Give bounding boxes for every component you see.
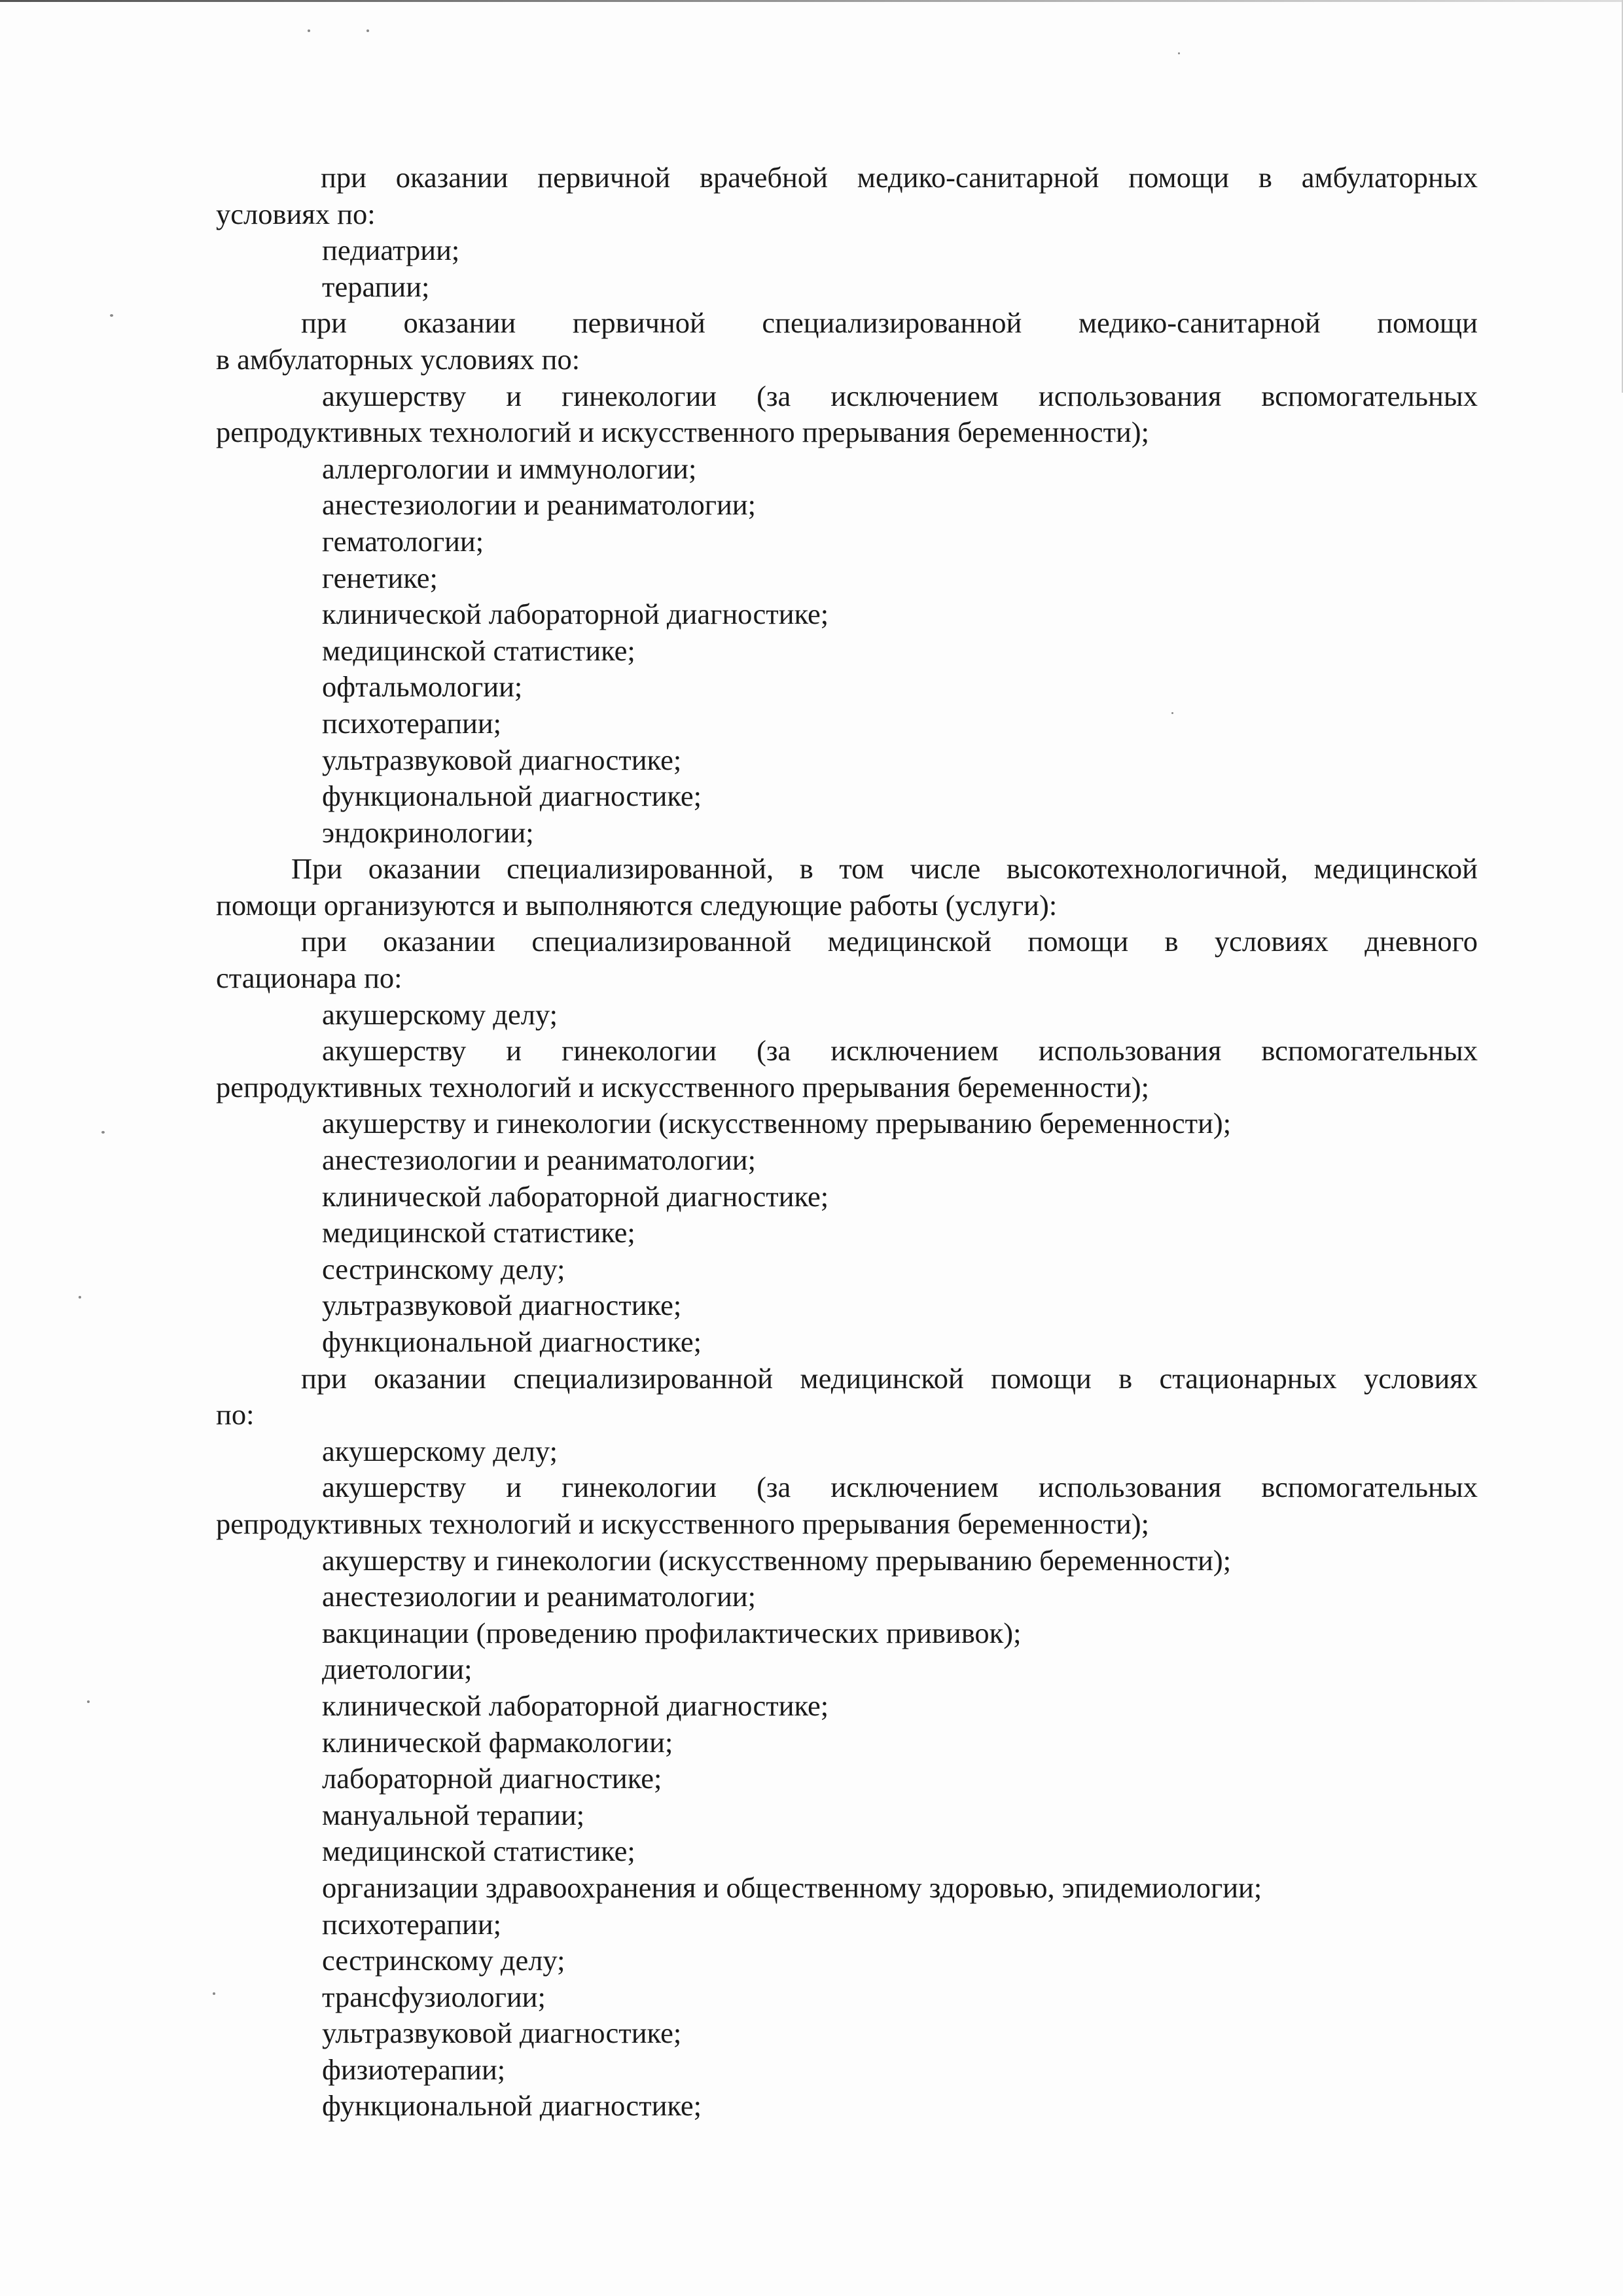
list-item: акушерству и гинекологии (за исключением использования вспомогательных: [322, 379, 1478, 412]
list-item-continuation: репродуктивных технологий и искусственного прерывания беременности);: [216, 1070, 1149, 1103]
list-item: трансфузиологии;: [322, 1980, 546, 2013]
list-item: анестезиологии и реаниматологии;: [322, 1143, 756, 1177]
paragraph-line: помощи организуются и выполняются следующие работы (услуги):: [216, 888, 1058, 922]
list-item: физиотерапии;: [322, 2053, 506, 2086]
list-item: акушерству и гинекологии (за исключением использования вспомогательных: [322, 1034, 1478, 1067]
list-item: генетике;: [322, 561, 438, 594]
paragraph-line: при оказании специализированной медицинской помощи в условиях дневного: [301, 925, 1478, 958]
list-item: акушерству и гинекологии (искусственному прерыванию беременности);: [322, 1107, 1232, 1140]
scan-speck: [213, 1992, 215, 1995]
list-item: анестезиологии и реаниматологии;: [322, 488, 756, 522]
list-item: функциональной диагностике;: [322, 780, 702, 813]
paragraph-line: условиях по:: [216, 197, 376, 230]
list-item: вакцинации (проведению профилактических прививок);: [322, 1616, 1022, 1649]
list-item: сестринскому делу;: [322, 1944, 565, 1977]
list-item: акушерскому делу;: [322, 997, 558, 1031]
list-item: акушерскому делу;: [322, 1434, 558, 1467]
paragraph-line: стационара по:: [216, 961, 402, 995]
list-item: ультразвуковой диагностике;: [322, 1289, 682, 1322]
list-item: педиатрии;: [322, 234, 460, 267]
list-item: медицинской статистике;: [322, 1835, 635, 1868]
list-item: аллергологии и иммунологии;: [322, 452, 697, 485]
list-item: организации здравоохранения и общественному здоровью, эпидемиологии;: [322, 1871, 1262, 1904]
scan-speck: [1178, 52, 1180, 54]
list-item: клинической лабораторной диагностике;: [322, 1689, 829, 1722]
list-item: акушерству и гинекологии (за исключением использования вспомогательных: [322, 1471, 1478, 1504]
scan-speck: [87, 1700, 90, 1703]
document-body: [216, 160, 1478, 2125]
scan-speck: [110, 314, 113, 317]
list-item: мануальной терапии;: [322, 1798, 585, 1831]
list-item: офтальмологии;: [322, 670, 523, 704]
list-item: ультразвуковой диагностике;: [322, 743, 682, 776]
list-item-continuation: репродуктивных технологий и искусственного прерывания беременности);: [216, 416, 1149, 449]
list-item: акушерству и гинекологии (искусственному прерыванию беременности);: [322, 1543, 1232, 1577]
list-item: терапии;: [322, 270, 430, 303]
list-item: функциональной диагностике;: [322, 2089, 702, 2123]
paragraph-line: При оказании специализированной, в том числе высокотехнологичной, медицинской: [291, 852, 1478, 886]
scan-speck: [79, 1296, 81, 1299]
scan-speck: [308, 29, 310, 32]
list-item: эндокринологии;: [322, 816, 534, 849]
paragraph-line: при оказании специализированной медицинской помощи в стационарных условиях: [301, 1361, 1478, 1395]
list-item: психотерапии;: [322, 706, 502, 740]
scan-speck: [366, 29, 369, 32]
list-item: медицинской статистике;: [322, 634, 635, 667]
list-item: клинической лабораторной диагностике;: [322, 1179, 829, 1213]
paragraph-line: при оказании первичной врачебной медико-санитарной помощи в амбулаторных: [321, 161, 1478, 194]
list-item: гематологии;: [322, 524, 484, 558]
paragraph-line: по:: [216, 1398, 255, 1431]
list-item: функциональной диагностике;: [322, 1325, 702, 1358]
paragraph-line: в амбулаторных условиях по:: [216, 342, 580, 376]
list-item: ультразвуковой диагностике;: [322, 2017, 682, 2050]
list-item: диетологии;: [322, 1653, 473, 1686]
list-item: медицинской статистике;: [322, 1216, 635, 1249]
paragraph-line: при оказании первичной специализированной медико-санитарной помощи: [301, 306, 1478, 340]
list-item: лабораторной диагностике;: [322, 1762, 662, 1795]
list-item: клинической фармакологии;: [322, 1725, 673, 1759]
list-item-continuation: репродуктивных технологий и искусственного прерывания беременности);: [216, 1507, 1149, 1540]
list-item: клинической лабораторной диагностике;: [322, 598, 829, 631]
scan-edge-top: [0, 0, 1623, 2]
scan-speck: [101, 1131, 105, 1134]
list-item: сестринскому делу;: [322, 1252, 565, 1285]
list-item: анестезиологии и реаниматологии;: [322, 1580, 756, 1613]
list-item: психотерапии;: [322, 1907, 502, 1941]
